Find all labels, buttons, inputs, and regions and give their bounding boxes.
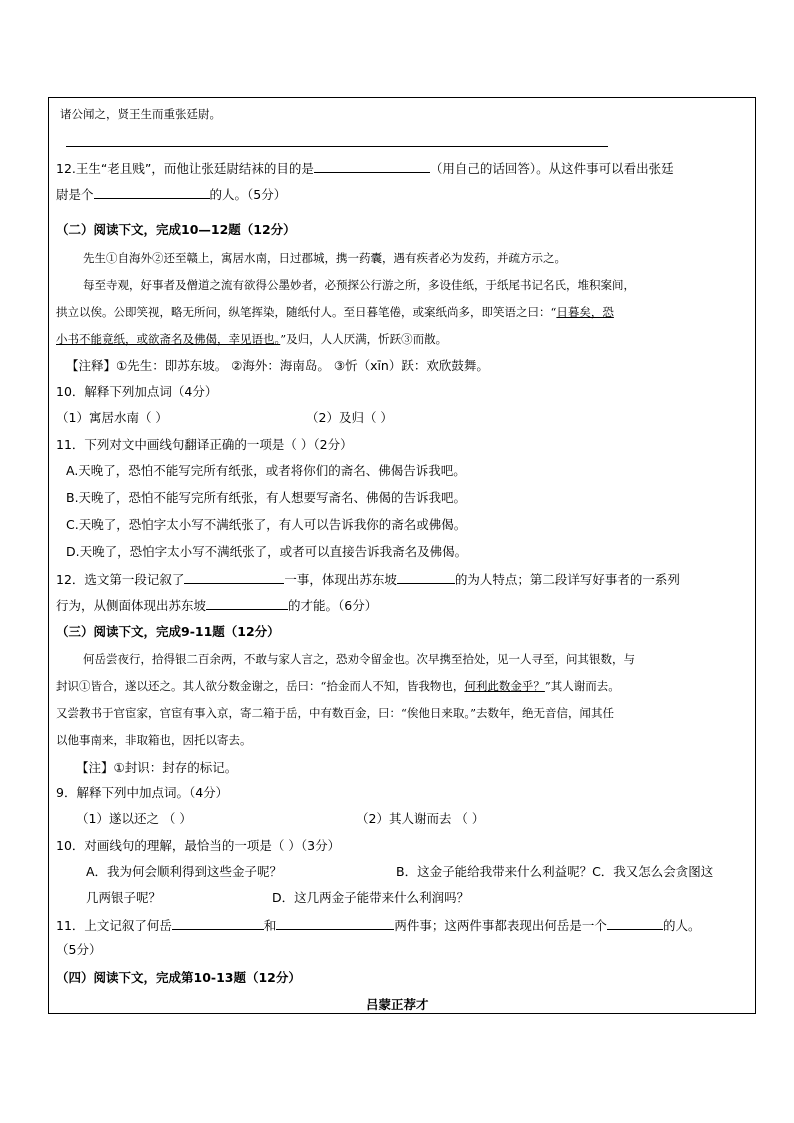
answer-line (66, 146, 608, 147)
option-d[interactable]: D.天晚了，恐怕字太小写不满纸张了，或者可以直接告诉我斋名及佛偈。 (66, 544, 468, 559)
option-c[interactable]: C.天晚了，恐怕字太小写不满纸张了，有人可以告诉我你的斋名或佛偈。 (66, 517, 467, 532)
question-9-item-1: （1）遂以还之 （ ） (76, 811, 192, 826)
option-a[interactable]: A．我为何会顺利得到这些金子呢？ (86, 864, 283, 879)
question-10-item-1: （1）寓居水南（ ） (56, 410, 168, 425)
question-11: 11．下列对文中画线句翻译正确的一项是（ ）（2分） (56, 437, 353, 452)
passage-heading: 吕蒙正荐才 (366, 997, 429, 1012)
passage-line: 拱立以俟。公即笑视，略无所问，纵笔挥染，随纸付人。至日暮笔倦，或案纸尚多，即笑语之曰：“日暮矣，恐 (56, 305, 614, 319)
passage-line: 何岳尝夜行，拾得银二百余两，不敢与家人言之，恐劝令留金也。次早携至拾处，见一人寻至，问其银数，与 (83, 652, 635, 666)
passage-line: 每至寺观，好事者及僧道之流有欲得公墨妙者，必预探公行游之所，多设佳纸，于纸尾书记名氏，堆积案间， (83, 278, 635, 292)
passage-line: 又尝教书于官宦家，官宦有事入京，寄二箱于岳，中有数百金，曰：“俟他日来取。”去数年，绝无音信，闻其任 (56, 706, 615, 720)
passage-line: 先生①自海外②还至赣上，寓居水南，日过郡城，携一药囊，遇有疾者必为发药，并疏方示之。 (83, 251, 566, 265)
question-12b-cont: 行为，从侧面体现出苏东坡 的才能。（6分） (56, 598, 378, 613)
answer-blank[interactable] (607, 917, 663, 930)
question-12-cont: 尉是个 的人。（5分） (56, 187, 287, 202)
section-2-title: （二）阅读下文，完成10—12题（12分） (56, 222, 296, 237)
question-10: 10．解释下列加点词（4分） (56, 384, 218, 399)
answer-blank[interactable] (397, 571, 455, 584)
option-b[interactable]: B.天晚了，恐怕不能写完所有纸张，有人想要写斋名、佛偈的告诉我吧。 (66, 490, 467, 505)
annotation: 【注】①封识：封存的标记。 (76, 760, 238, 775)
option-d[interactable]: D．这几两金子能带来什么利润吗？ (272, 890, 470, 905)
option-a[interactable]: A.天晚了，恐怕不能写完所有纸张，或者将你们的斋名、佛偈告诉我吧。 (66, 463, 466, 478)
underlined-sentence: 日暮矣，恐 (556, 305, 614, 319)
question-10b: 10．对画线句的理解，最恰当的一项是（ ）（3分） (56, 838, 341, 853)
option-c-cont[interactable]: 几两银子呢？ (86, 890, 162, 905)
question-11b-score: （5分） (56, 942, 102, 957)
answer-blank[interactable] (94, 186, 210, 199)
answer-blank[interactable] (184, 571, 284, 584)
underlined-sentence: 小书不能竟纸，或欲斋名及佛偈，幸见语也。 (56, 332, 281, 346)
answer-blank[interactable] (276, 917, 394, 930)
question-12: 12.王生“老且贱”，而他让张廷尉结袜的目的是 （用自己的话回答）。从这件事可以看出张廷 (56, 161, 674, 176)
annotation: 【注释】①先生：即苏东坡。 ②海外：海南岛。 ③忻（xīn）跃：欢欣鼓舞。 (66, 358, 489, 373)
passage-line: 诸公闻之，贤王生而重张廷尉。 (60, 107, 221, 121)
section-3-title: （三）阅读下文，完成9-11题（12分） (56, 624, 280, 639)
question-11b: 11．上文记叙了何岳 和 两件事；这两件事都表现出何岳是一个 的人。 (56, 918, 701, 933)
question-10-item-2: （2）及归（ ） (306, 410, 393, 425)
passage-line: 小书不能竟纸，或欲斋名及佛偈，幸见语也。”及归，人人厌满，忻跃③而散。 (56, 332, 448, 346)
answer-blank[interactable] (206, 597, 288, 610)
question-9: 9．解释下列中加点词。（4分） (56, 785, 229, 800)
question-9-item-2: （2）其人谢而去 （ ） (356, 811, 485, 826)
passage-line: 以他事南来，非取箱也，因托以寄去。 (56, 733, 252, 747)
question-12b: 12．选文第一段记叙了 一事，体现出苏东坡 的为人特点；第二段详写好事者的一系列 (56, 572, 680, 587)
answer-blank[interactable] (314, 160, 430, 173)
passage-line: 封识①皆合，遂以还之。其人欲分数金谢之，岳曰：“拾金而人不知，皆我物也，何利此数金乎？”其人谢而去。 (56, 679, 620, 693)
section-4-title: （四）阅读下文，完成第10-13题（12分） (56, 970, 301, 985)
option-b-c[interactable]: B．这金子能给我带来什么利益呢？C．我又怎么会贪图这 (396, 864, 714, 879)
underlined-sentence: 何利此数金乎？ (464, 679, 545, 693)
answer-blank[interactable] (172, 917, 264, 930)
